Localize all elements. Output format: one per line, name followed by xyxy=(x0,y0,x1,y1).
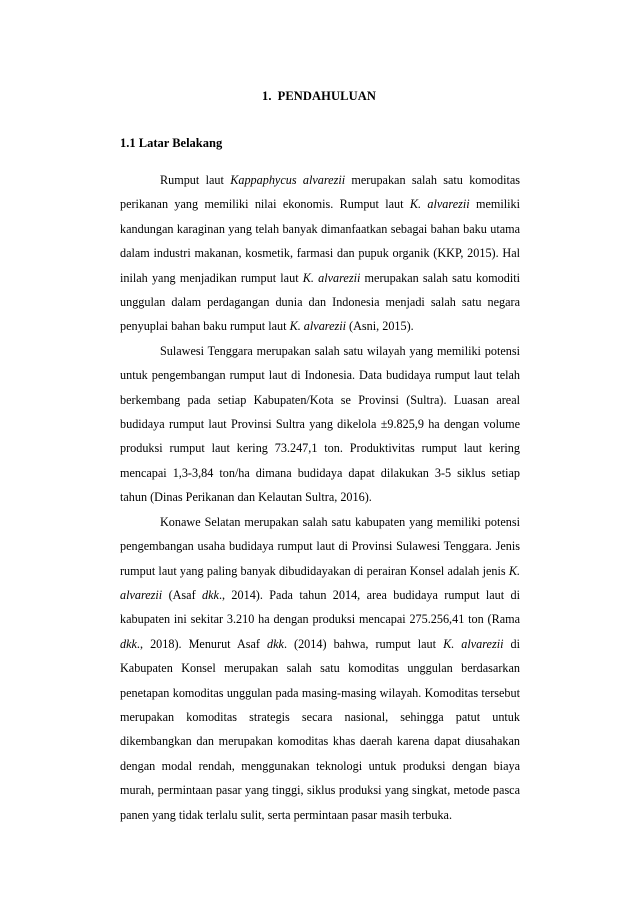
paragraph-text: . (2014) bahwa, rumput laut xyxy=(283,636,444,651)
italic-text: Kappaphycus alvarezii xyxy=(230,173,346,187)
italic-text: K. alvarezii xyxy=(302,270,361,285)
paragraph-text: Konawe Selatan merupakan salah satu kabupaten yang memiliki potensi pengembangan usaha budidaya rumput laut di Provinsi Sulawesi Tenggara. Jenis rumput laut yang paling banyak dibudidayakan di perairan Konsel adalah jenis xyxy=(120,514,520,578)
paragraph xyxy=(120,339,520,510)
italic-text: K. alvarezii xyxy=(443,636,504,651)
paragraph-text: merupakan salah satu komoditi unggulan dalam perdagangan dunia dan Indonesia menjadi salah satu negara penyuplai bahan baku rumput laut xyxy=(120,270,520,334)
paragraph xyxy=(120,510,520,827)
paragraph-text: Rumput laut xyxy=(160,173,231,187)
chapter-title: PENDAHULUAN xyxy=(277,89,376,103)
paragraph-text: ., 2018). Menurut Asaf xyxy=(136,636,268,651)
paragraph xyxy=(120,168,520,339)
chapter-heading xyxy=(0,89,638,104)
paragraph-text: merupakan salah satu komoditas perikanan yang memiliki nilai ekonomis. Rumput laut xyxy=(120,173,520,212)
paragraph-text: memiliki kandungan karaginan yang telah banyak dimanfaatkan sebagai bahan baku utama dalam industri makanan, kosmetik, farmasi dan pupuk organik (KKP, 2015). Hal inilah yang menjadikan rumput laut xyxy=(120,197,520,285)
italic-text: K. alvarezii xyxy=(409,197,470,212)
italic-text: K. alvarezii xyxy=(120,563,520,602)
italic-text: dkk xyxy=(202,587,219,602)
chapter-number: 1. xyxy=(262,89,272,103)
body-text xyxy=(120,168,520,827)
section-heading: 1.1 Latar Belakang xyxy=(120,136,223,150)
paragraph-text: ., 2014). Pada tahun 2014, area budidaya rumput laut di kabupaten ini sekitar 3.210 ha dengan produksi mencapai 275.256,41 ton (Rama xyxy=(120,587,520,627)
paragraph-text: Sulawesi Tenggara merupakan salah satu wilayah yang memiliki potensi untuk pengembangan rumput laut di Indonesia. Data budidaya rumput laut telah berkembang pada setiap Kabupaten/Kota se Provinsi (Sultra). Luasan areal budidaya rumput laut Provinsi Sultra yang dikelola ±9.825,9 ha dengan volume produksi rumput laut kering 73.247,1 ton. Produktivitas rumput laut kering mencapai 1,3-3,84 ton/ha dimana budidaya dapat dilakukan 3-5 siklus setiap tahun (Dinas Perikanan dan Kelautan Sultra, 2016). xyxy=(120,343,520,505)
paragraph-text: (Asaf xyxy=(162,587,203,602)
paragraph-text: di Kabupaten Konsel merupakan salah satu komoditas unggulan berdasarkan penetapan komoditas unggulan pada masing-masing wilayah. Komoditas tersebut merupakan komoditas strategis secara nasional, sehingga patut untuk dikembangkan dan merupakan komoditas khas daerah karena dapat diusahakan dengan modal rendah, menggunakan teknologi untuk produksi dengan biaya murah, permintaan pasar yang tinggi, siklus produksi yang singkat, metode pasca panen yang tidak terlalu sulit, serta permintaan pasar masih terbuka. xyxy=(120,636,521,822)
italic-text: dkk xyxy=(267,636,284,651)
italic-text: dkk xyxy=(120,636,137,651)
italic-text: K. alvarezii xyxy=(289,319,346,334)
paragraph-text: (Asni, 2015). xyxy=(346,319,414,334)
